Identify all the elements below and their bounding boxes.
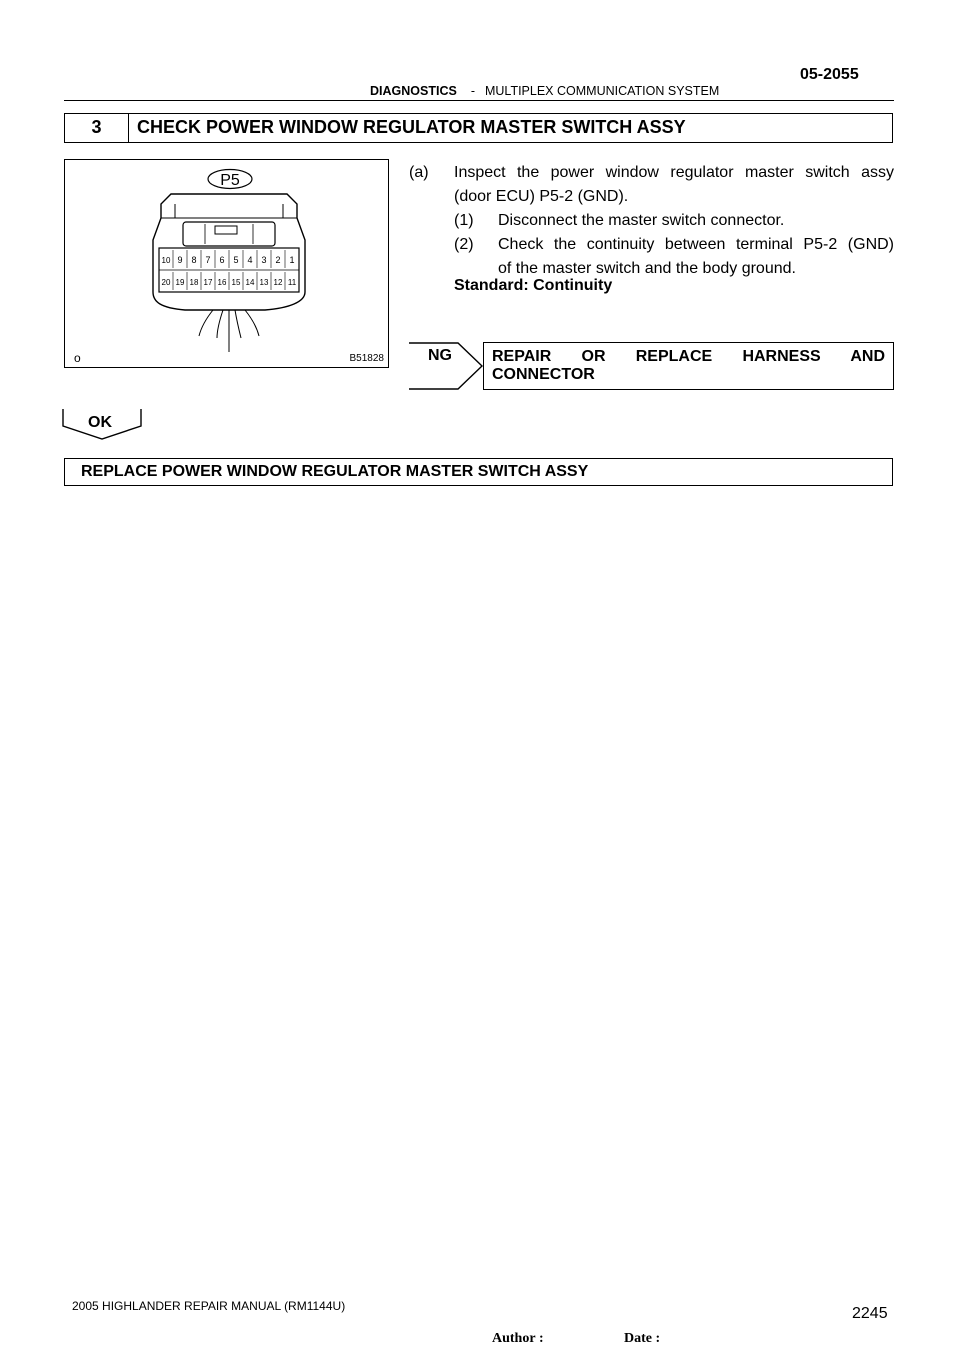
section-name: DIAGNOSTICS [370,84,457,98]
connector-label: P5 [220,172,240,189]
step-number: 3 [65,114,129,142]
pin-number: 10 [161,256,171,265]
subsection-name: MULTIPLEX COMMUNICATION SYSTEM [484,84,720,98]
pin-number: 17 [203,278,213,287]
pin-number: 5 [233,255,239,265]
pin-number: 18 [189,278,199,287]
instruction-1-text: Disconnect the master switch connector. [498,212,785,229]
ng-label: NG [428,347,452,364]
pin-number: 19 [175,278,185,287]
figure-corner-mark: o [74,351,81,365]
ng-action-box [483,342,894,390]
pin-number: 7 [205,255,211,265]
header-dash: - [470,84,475,98]
pin-number: 4 [247,255,253,265]
instruction-a-line1: Inspect the power window regulator master switch assy [454,164,894,181]
figure-id: B51828 [349,353,384,364]
instruction-2-line2: of the master switch and the body ground. [498,260,796,277]
pin-number: 6 [219,255,225,265]
instruction-a-label: (a) [409,164,429,181]
section-header [370,84,719,98]
manual-title: 2005 HIGHLANDER REPAIR MANUAL (RM1144U) [72,1299,346,1313]
step-title: CHECK POWER WINDOW REGULATOR MASTER SWITCH ASSY [137,117,686,137]
ng-action-line1: REPAIR OR REPLACE HARNESS AND [492,348,885,365]
pin-number: 20 [161,278,171,287]
instruction-2-line1: Check the continuity between terminal P5-2 (GND) [498,236,894,253]
pin-number: 2 [275,255,281,265]
pin-number: 9 [177,255,183,265]
pin-number: 12 [273,278,283,287]
pin-number: 16 [217,278,227,287]
ok-label: OK [88,414,112,431]
ng-action-line2: CONNECTOR [492,366,595,383]
instruction-2-label: (2) [454,236,474,253]
standard-value: Standard: Continuity [454,277,613,294]
connector-diagram [65,160,390,369]
date-label: Date : [624,1331,661,1346]
pin-number: 14 [245,278,255,287]
instruction-1-label: (1) [454,212,474,229]
header-rule [64,100,894,101]
pin-number: 3 [261,255,267,265]
ok-action-box [64,458,893,486]
instruction-a-line2: (door ECU) P5-2 (GND). [454,188,629,205]
author-label: Author : [492,1331,544,1346]
pin-number: 1 [289,255,295,265]
page-number: 2245 [852,1305,888,1322]
pin-number: 11 [287,278,297,287]
step-box [64,113,893,143]
pin-number: 13 [259,278,269,287]
ok-action-text: REPLACE POWER WINDOW REGULATOR MASTER SWITCH ASSY [81,463,589,480]
pin-number: 15 [231,278,241,287]
connector-figure [64,159,389,368]
page-code: 05-2055 [800,66,859,83]
pin-number: 8 [191,255,197,265]
